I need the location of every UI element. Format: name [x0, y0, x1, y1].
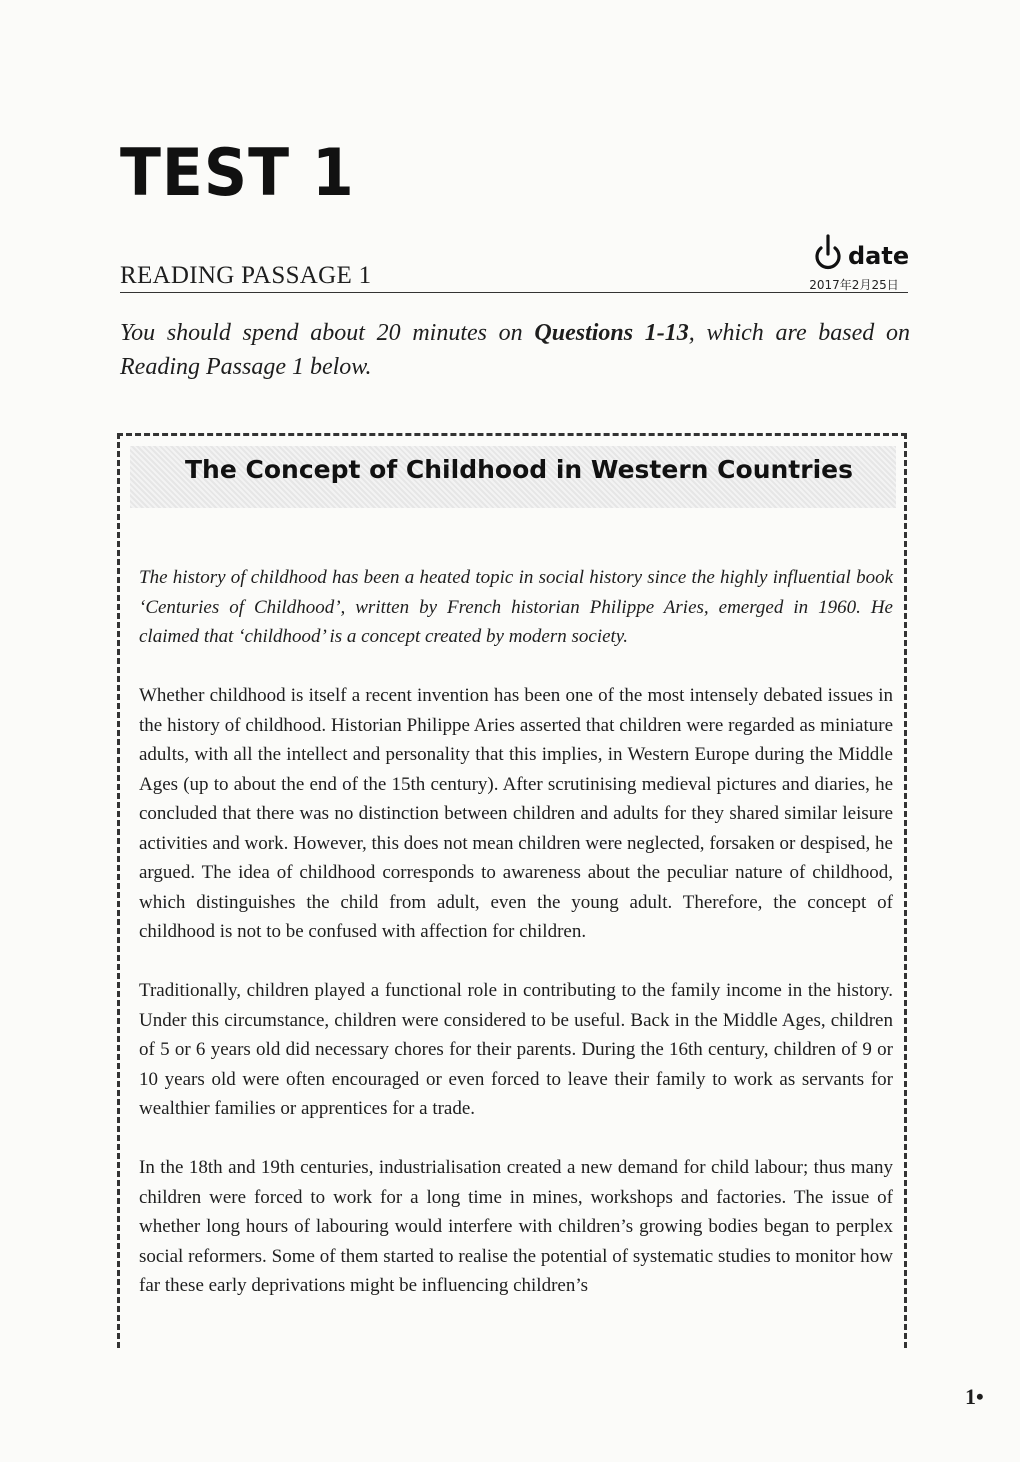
instruction-text: You should spend about 20 minutes on Questions 1-13, which are based on Reading Passage 1 below.	[120, 320, 911, 380]
passage-paragraph: Traditionally, children played a functional role in contributing to the family income in the history. Under this circumstance, children were considered to be useful. Back in the Middle Ages, children of 5 or 6 years old did necessary chores for their parents. During the 16th century, children of 9 or 10 years old were often encouraged or even forced to leave their family to work as servants for wealthier families or apprentices for a trade.	[139, 980, 893, 1119]
date-label: date	[848, 242, 910, 270]
page-number: 1•	[965, 1384, 984, 1409]
passage-paragraph: Whether childhood is itself a recent invention has been one of the most intensely debated issues in the history of childhood. Historian Philippe Aries asserted that children were regarded as miniature adults, with all the intellect and personality that this implies, in Western Europe during the Middle Ages (up to about the end of the 15th century). After scrutinising medieval pictures and diaries, he concluded that there was no distinction between children and adults for they shared similar leisure activities and work. However, this does not mean children were neglected, forsaken or despised, he argued. The idea of childhood corresponds to awareness about the peculiar nature of childhood, which distinguishes the child from adult, even the young adult. Therefore, the concept of childhood is not to be confused with affection for children.	[139, 685, 893, 942]
passage-title: The Concept of Childhood in Western Countries	[185, 455, 853, 484]
passage-heading: READING PASSAGE 1	[120, 262, 372, 289]
power-icon	[812, 232, 844, 272]
heading-rule	[120, 292, 908, 293]
passage-intro: The history of childhood has been a heated topic in social history since the highly influential book ‘Centuries of Childhood’, written by French historian Philippe Aries, emerged in 1960. He claimed that ‘childhood’ is a concept created by modern society.	[139, 567, 893, 647]
test-title: TEST 1	[120, 135, 355, 212]
passage-text	[139, 563, 893, 1330]
date-value: 2017年2月25日	[809, 278, 899, 292]
questions-range: Questions 1-13	[534, 320, 689, 346]
date-badge	[800, 228, 910, 292]
passage-paragraph: In the 18th and 19th centuries, industrialisation created a new demand for child labour; thus many children were forced to work for a long time in mines, workshops and factories. The issue of whether long hours of labouring would interfere with children’s growing bodies began to perplex social reformers. Some of them started to realise the potential of systematic studies to monitor how far these early deprivations might be influencing children’s	[139, 1157, 893, 1296]
